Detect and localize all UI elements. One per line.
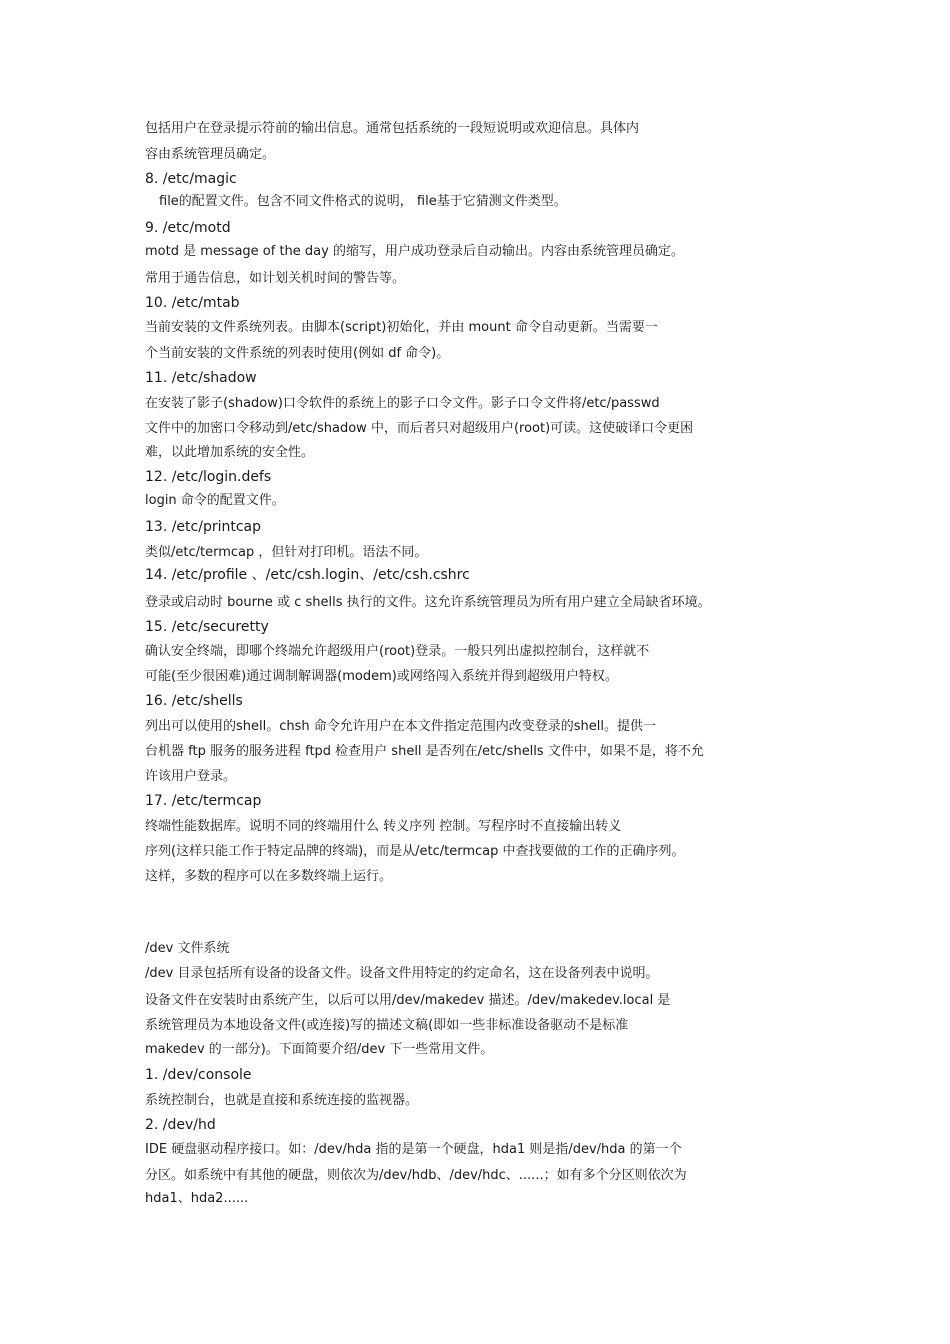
section-heading: 13. /etc/printcap: [145, 519, 262, 535]
text-line: 登录或启动时 bourne 或 c shells 执行的文件。这允许系统管理员为所有用户建立全局缺省环境。: [145, 595, 711, 610]
section-heading: 1. /dev/console: [145, 1067, 252, 1083]
text-line: 在安装了影子(shadow)口令软件的系统上的影子口令文件。影子口令文件将/etc/passwd: [145, 396, 660, 411]
text-line: 列出可以使用的shell。chsh 命令允许用户在本文件指定范围内改变登录的shell。提供一: [145, 719, 656, 734]
text-line: /dev 目录包括所有设备的设备文件。设备文件用特定的约定命名，这在设备列表中说明。: [145, 966, 659, 981]
section-heading: 12. /etc/login.defs: [145, 469, 272, 485]
section-title: /dev 文件系统: [145, 941, 230, 956]
text-line: 许该用户登录。: [145, 769, 237, 784]
text-line: 容由系统管理员确定。: [145, 147, 276, 162]
text-line: 这样，多数的程序可以在多数终端上运行。: [145, 869, 393, 884]
section-heading: 10. /etc/mtab: [145, 295, 240, 311]
text-line: 设备文件在安装时由系统产生，以后可以用/dev/makedev 描述。/dev/makedev.local 是: [145, 993, 671, 1008]
text-line: 终端性能数据库。说明不同的终端用什么 转义序列 控制。写程序时不直接输出转义: [145, 819, 622, 834]
text-line: 系统控制台，也就是直接和系统连接的监视器。: [145, 1093, 419, 1108]
section-heading: 17. /etc/termcap: [145, 793, 262, 809]
text-line: 可能(至少很困难)通过调制解调器(modem)或网络闯入系统并得到超级用户特权。: [145, 669, 618, 684]
text-line: 分区。如系统中有其他的硬盘，则依次为/dev/hdb、/dev/hdc、......；如有多个分区则依次为: [145, 1168, 687, 1183]
section-heading: 9. /etc/motd: [145, 220, 231, 236]
text-line: motd 是 message of the day 的缩写，用户成功登录后自动输出。内容由系统管理员确定。: [145, 244, 684, 259]
text-line: 难，以此增加系统的安全性。: [145, 445, 315, 460]
text-line: 当前安装的文件系统列表。由脚本(script)初始化，并由 mount 命令自动更新。当需要一: [145, 320, 658, 335]
text-line: hda1、hda2......: [145, 1191, 249, 1206]
section-heading: 14. /etc/profile 、/etc/csh.login、/etc/csh.cshrc: [145, 567, 470, 583]
text-line: 序列(这样只能工作于特定品牌的终端)，而是从/etc/termcap 中查找要做的工作的正确序列。: [145, 844, 685, 859]
text-line: 常用于通告信息，如计划关机时间的警告等。: [145, 271, 406, 286]
section-heading: 8. /etc/magic: [145, 171, 237, 187]
section-heading: 2. /dev/hd: [145, 1117, 216, 1133]
text-line: 台机器 ftp 服务的服务进程 ftpd 检查用户 shell 是否列在/etc/shells 文件中，如果不是，将不允: [145, 744, 704, 759]
text-line: 类似/etc/termcap ，但针对打印机。语法不同。: [145, 545, 428, 560]
text-line: 确认安全终端，即哪个终端允许超级用户(root)登录。一般只列出虚拟控制台，这样就不: [145, 644, 650, 659]
section-heading: 16. /etc/shells: [145, 693, 243, 709]
text-line: makedev 的一部分)。下面简要介绍/dev 下一些常用文件。: [145, 1042, 494, 1057]
section-heading: 11. /etc/shadow: [145, 370, 257, 386]
text-line: 个当前安装的文件系统的列表时使用(例如 df 命令)。: [145, 346, 450, 361]
text-line: 包括用户在登录提示符前的输出信息。通常包括系统的一段短说明或欢迎信息。具体内: [145, 121, 640, 136]
text-line: file的配置文件。包含不同文件格式的说明， file基于它猜测文件类型。: [159, 194, 567, 209]
text-line: login 命令的配置文件。: [145, 493, 285, 508]
text-line: IDE 硬盘驱动程序接口。如：/dev/hda 指的是第一个硬盘，hda1 则是指/dev/hda 的第一个: [145, 1142, 682, 1157]
text-line: 系统管理员为本地设备文件(或连接)写的描述文稿(即如一些非标准设备驱动不是标准: [145, 1018, 629, 1033]
section-heading: 15. /etc/securetty: [145, 619, 269, 635]
text-line: 文件中的加密口令移动到/etc/shadow 中，而后者只对超级用户(root)可读。这使破译口令更困: [145, 421, 694, 436]
